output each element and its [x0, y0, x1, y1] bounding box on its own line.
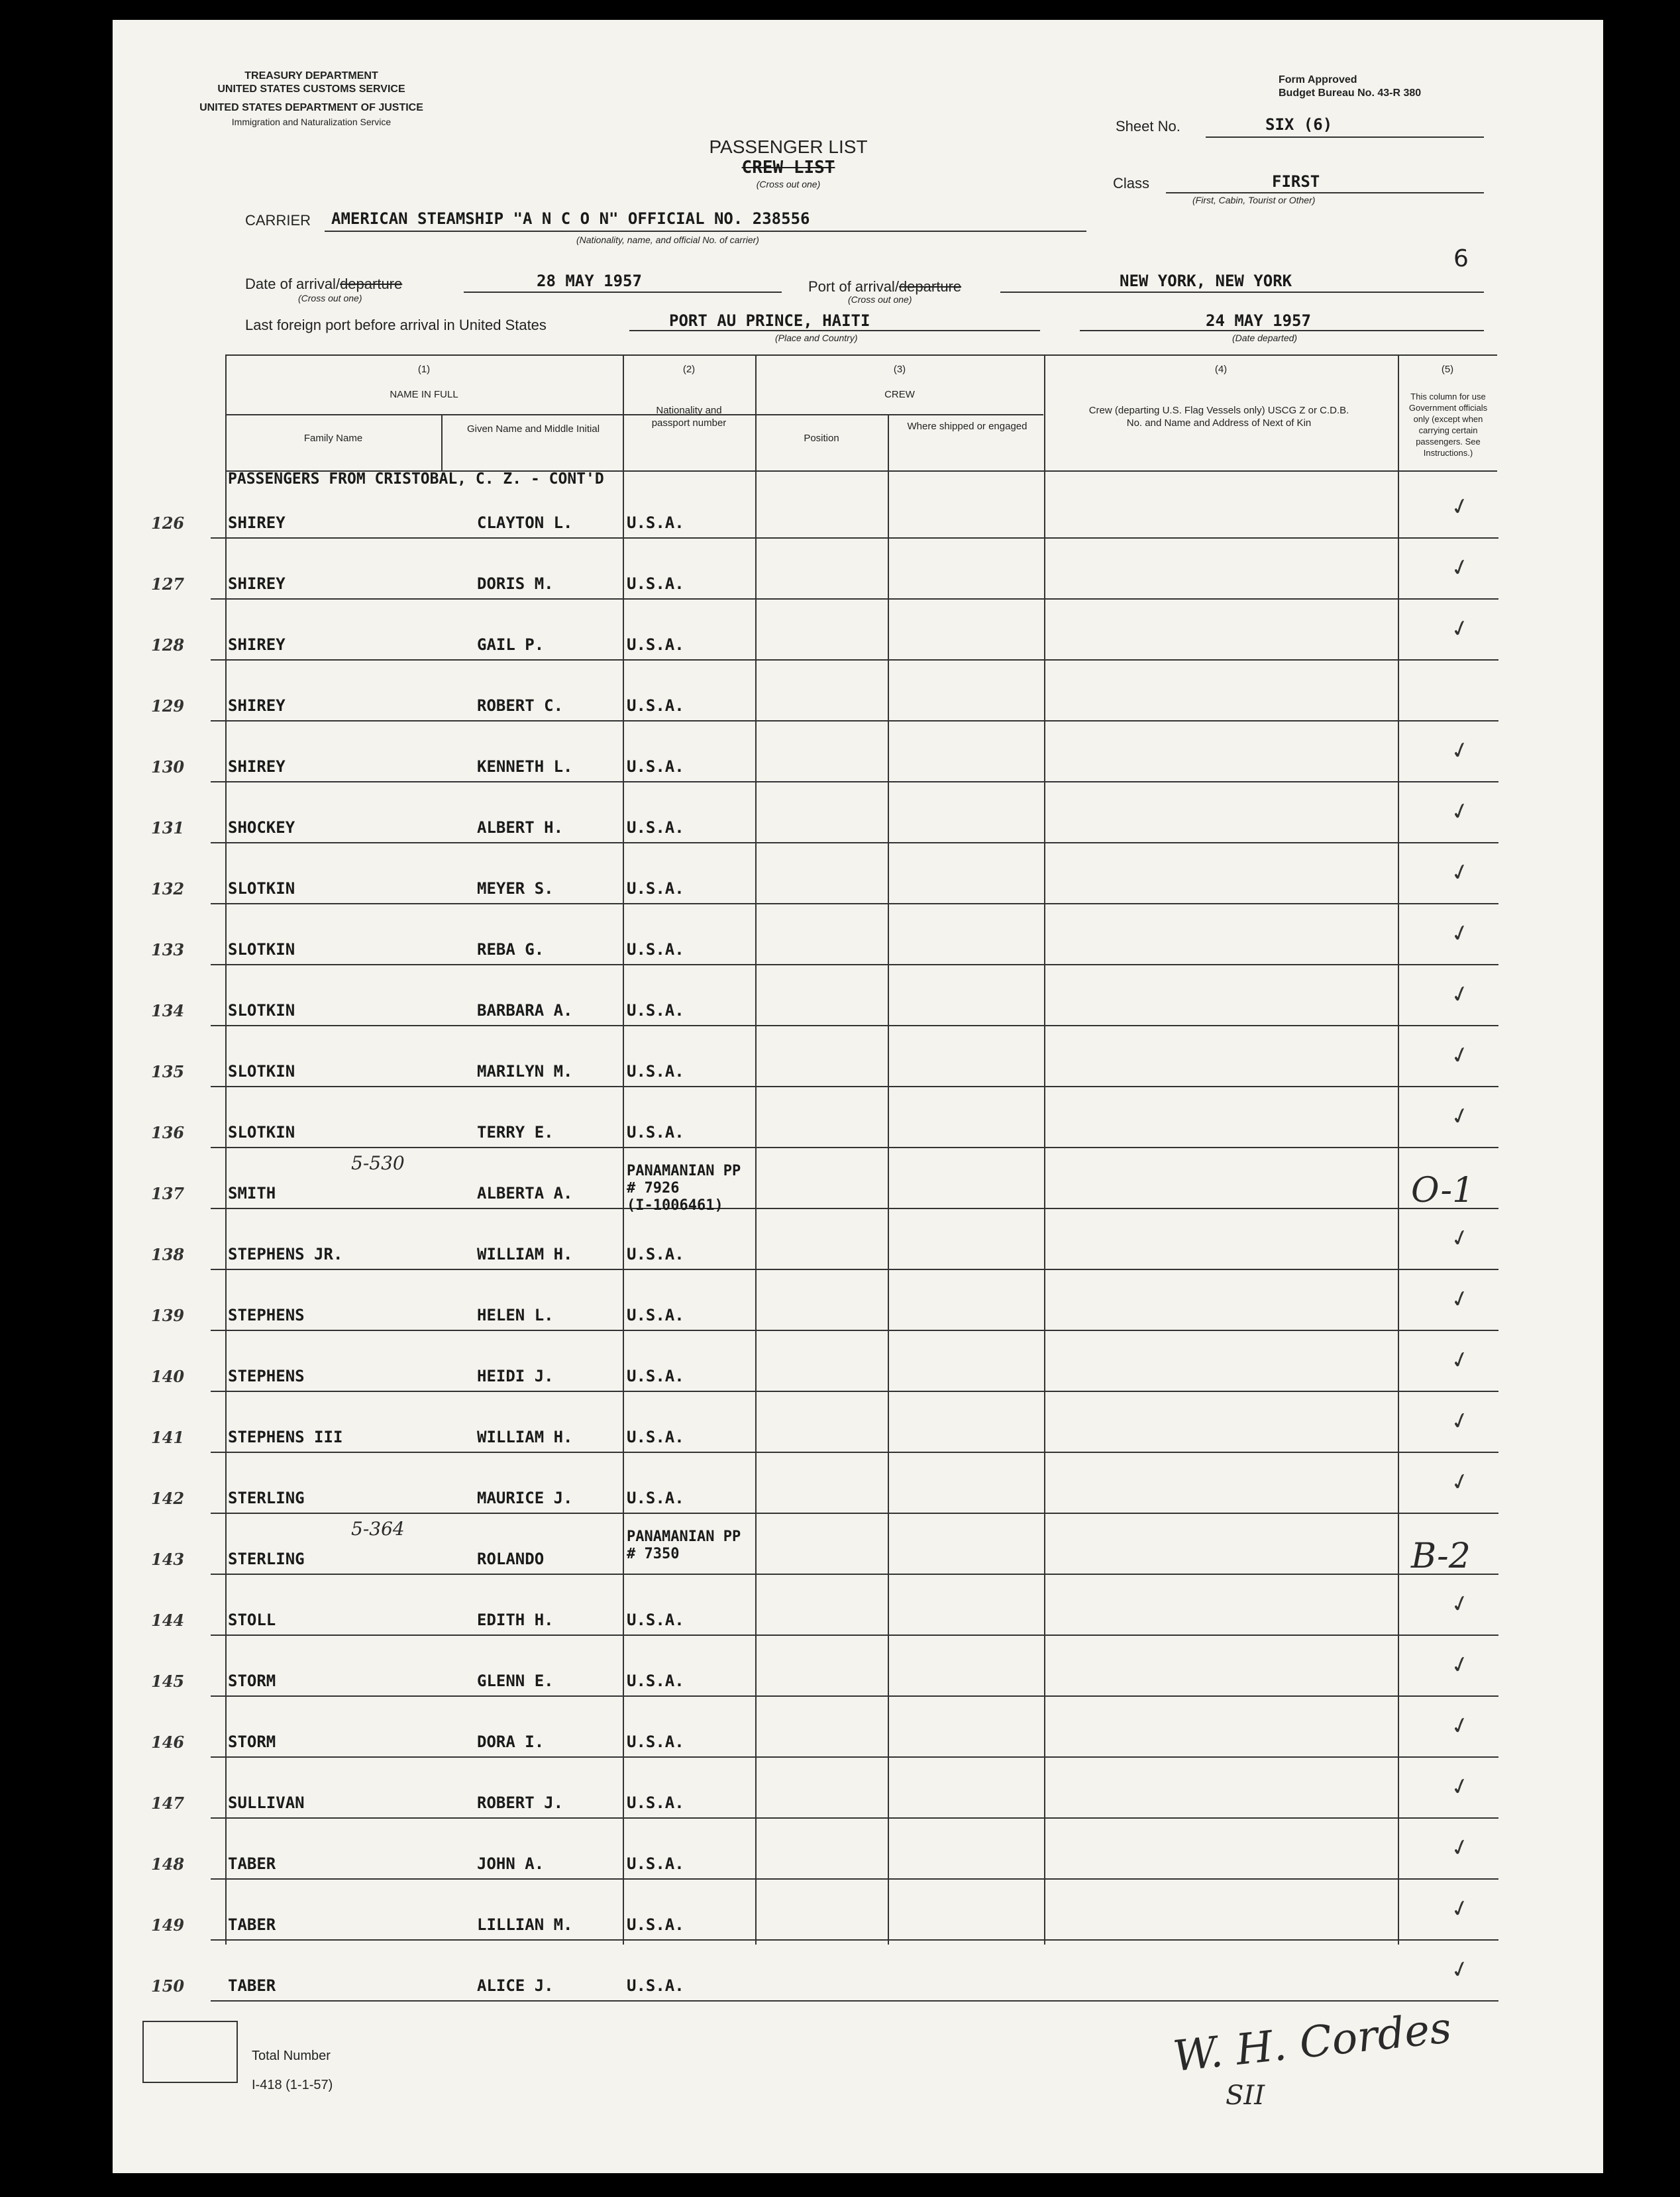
- nationality: U.S.A.: [627, 1611, 684, 1629]
- nationality: U.S.A.: [627, 1367, 684, 1385]
- given-name: DORA I.: [477, 1733, 545, 1751]
- family-name: TABER: [228, 1854, 276, 1873]
- class-note: (First, Cabin, Tourist or Other): [1192, 195, 1316, 205]
- official-check-mark: ✓: [1447, 735, 1473, 767]
- nationality: U.S.A.: [627, 1001, 684, 1020]
- nationality: U.S.A.: [627, 1794, 684, 1812]
- given-name: JOHN A.: [477, 1854, 545, 1873]
- nationality: U.S.A.: [627, 1672, 684, 1690]
- signature-sub: SII: [1226, 2080, 1265, 2111]
- family-name: SULLIVAN: [228, 1794, 305, 1812]
- last-port-label: Last foreign port before arrival in United States: [245, 317, 547, 333]
- given-name: EDITH H.: [477, 1611, 554, 1629]
- last-port-value: PORT AU PRINCE, HAITI: [669, 311, 870, 330]
- family-name: SHIREY: [228, 513, 286, 532]
- row-number: 138: [151, 1245, 185, 1264]
- given-name: ALBERTA A.: [477, 1184, 573, 1203]
- passport-number: # 7350: [627, 1546, 680, 1562]
- family-name: SHIREY: [228, 635, 286, 654]
- official-check-mark: ✓: [1447, 1222, 1473, 1254]
- family-name: SLOTKIN: [228, 940, 295, 959]
- given-name: BARBARA A.: [477, 1001, 573, 1020]
- row-number: 126: [151, 513, 185, 533]
- official-check-mark: ✓: [1447, 1710, 1473, 1742]
- family-name: SLOTKIN: [228, 1062, 295, 1081]
- official-check-mark: ✓: [1447, 552, 1473, 584]
- page-title: PASSENGER LIST: [709, 136, 868, 157]
- nationality: U.S.A.: [627, 1062, 684, 1081]
- given-name: CLAYTON L.: [477, 513, 573, 532]
- col5-number: (5): [1441, 364, 1454, 375]
- row-number: 148: [151, 1854, 185, 1874]
- official-check-mark: ✓: [1447, 1040, 1473, 1071]
- col-position: Position: [804, 433, 839, 444]
- family-name: SHIREY: [228, 696, 286, 715]
- family-name: SLOTKIN: [228, 1123, 295, 1142]
- official-check-mark: ✓: [1447, 1771, 1473, 1803]
- row-number: 134: [151, 1001, 185, 1020]
- agency-line-3: UNITED STATES DEPARTMENT OF JUSTICE: [199, 102, 423, 113]
- official-check-mark: ✓: [1447, 1344, 1473, 1376]
- official-check-mark: ✓: [1447, 1283, 1473, 1315]
- col1-title: NAME IN FULL: [390, 389, 458, 400]
- date-departure-struck: departure: [340, 276, 403, 292]
- row-number: 147: [151, 1794, 185, 1813]
- family-name: STORM: [228, 1733, 276, 1751]
- family-name: SHIREY: [228, 757, 286, 776]
- row-number: 141: [151, 1428, 185, 1447]
- col-given-name: Given Name and Middle Initial: [466, 423, 600, 435]
- col3-number: (3): [893, 364, 906, 375]
- nationality: U.S.A.: [627, 1915, 684, 1934]
- given-name: MAURICE J.: [477, 1489, 573, 1507]
- nationality: U.S.A.: [627, 879, 684, 898]
- col2-title: Nationality and passport number: [651, 405, 727, 429]
- port-cross-note: (Cross out one): [848, 294, 912, 305]
- row-number: 142: [151, 1489, 185, 1508]
- carrier-label: CARRIER: [245, 212, 311, 229]
- family-name: TABER: [228, 1915, 276, 1934]
- nationality: U.S.A.: [627, 1306, 684, 1324]
- row-number: 127: [151, 574, 185, 594]
- given-name: MEYER S.: [477, 879, 554, 898]
- row-number: 130: [151, 757, 185, 777]
- nationality: U.S.A.: [627, 574, 684, 593]
- col4-number: (4): [1214, 364, 1228, 375]
- row-number: 133: [151, 940, 185, 959]
- port-arrival-text: Port of arrival/: [808, 278, 899, 295]
- agency-line-1: TREASURY DEPARTMENT: [244, 70, 378, 81]
- official-check-mark: ✓: [1447, 1405, 1473, 1437]
- nationality: U.S.A.: [627, 940, 684, 959]
- official-check-mark: ✓: [1447, 1649, 1473, 1681]
- given-name: TERRY E.: [477, 1123, 554, 1142]
- nationality: PANAMANIAN PP: [627, 1528, 741, 1545]
- nationality: U.S.A.: [627, 1123, 684, 1142]
- row-number: 135: [151, 1062, 185, 1081]
- form-number: I-418 (1-1-57): [252, 2078, 333, 2092]
- given-name: REBA G.: [477, 940, 545, 959]
- given-name: HEIDI J.: [477, 1367, 554, 1385]
- family-name: STERLING: [228, 1550, 305, 1568]
- document-page: [113, 20, 1603, 2173]
- family-name: STEPHENS III: [228, 1428, 343, 1446]
- nationality: U.S.A.: [627, 818, 684, 837]
- official-check-mark: ✓: [1447, 613, 1473, 645]
- handwritten-note: 5-364: [351, 1518, 405, 1540]
- date-departed-note: (Date departed): [1232, 333, 1298, 343]
- official-check-mark: ✓: [1447, 857, 1473, 888]
- crew-list-struck: CREW LIST: [741, 158, 835, 178]
- row-number: 150: [151, 1976, 185, 1996]
- family-name: SMITH: [228, 1184, 276, 1203]
- family-name: SLOTKIN: [228, 1001, 295, 1020]
- sheet-no-label: Sheet No.: [1116, 118, 1181, 134]
- nationality: U.S.A.: [627, 513, 684, 532]
- agency-line-2: UNITED STATES CUSTOMS SERVICE: [217, 83, 405, 95]
- carrier-note: (Nationality, name, and official No. of carrier): [576, 235, 759, 245]
- port-arrival-label: [808, 278, 961, 295]
- form-approved: Form Approved: [1279, 74, 1357, 85]
- date-cross-note: (Cross out one): [298, 293, 362, 303]
- alien-number: (I-1006461): [627, 1197, 723, 1214]
- given-name: LILLIAN M.: [477, 1915, 573, 1934]
- margin-number: 6: [1453, 245, 1469, 272]
- official-check-mark: ✓: [1447, 491, 1473, 523]
- col4-title: Crew (departing U.S. Flag Vessels only) USCG Z or C.D.B. No. and Name and Address of Next of Kin: [1088, 405, 1349, 429]
- row-number: 145: [151, 1672, 185, 1691]
- row-number: 146: [151, 1733, 185, 1752]
- official-check-mark: ✓: [1447, 1954, 1473, 1986]
- col2-number: (2): [682, 364, 696, 375]
- given-name: MARILYN M.: [477, 1062, 573, 1081]
- official-check-mark: ✓: [1447, 979, 1473, 1010]
- row-number: 137: [151, 1184, 185, 1203]
- col-family-name: Family Name: [303, 433, 363, 444]
- given-name: GLENN E.: [477, 1672, 554, 1690]
- given-name: WILLIAM H.: [477, 1428, 573, 1446]
- family-name: SLOTKIN: [228, 879, 295, 898]
- total-number-box: [142, 2021, 238, 2083]
- port-departure-struck: departure: [898, 278, 962, 295]
- official-code: B-2: [1411, 1536, 1471, 1576]
- class-value: FIRST: [1272, 172, 1320, 191]
- class-label: Class: [1113, 175, 1150, 191]
- official-check-mark: ✓: [1447, 1100, 1473, 1132]
- nationality: U.S.A.: [627, 1245, 684, 1263]
- family-name: SHIREY: [228, 574, 286, 593]
- nationality: U.S.A.: [627, 1489, 684, 1507]
- nationality: U.S.A.: [627, 757, 684, 776]
- official-check-mark: ✓: [1447, 1832, 1473, 1864]
- official-check-mark: ✓: [1447, 796, 1473, 828]
- passport-number: # 7926: [627, 1180, 680, 1197]
- given-name: KENNETH L.: [477, 757, 573, 776]
- sheet-no-value: SIX (6): [1265, 115, 1333, 134]
- official-check-mark: ✓: [1447, 1588, 1473, 1620]
- row-number: 139: [151, 1306, 185, 1325]
- row-number: 136: [151, 1123, 185, 1142]
- given-name: ROBERT J.: [477, 1794, 564, 1812]
- family-name: SHOCKEY: [228, 818, 295, 837]
- section-header: PASSENGERS FROM CRISTOBAL, C. Z. - CONT'D: [228, 470, 604, 488]
- date-departed-value: 24 MAY 1957: [1206, 311, 1311, 330]
- carrier-value: AMERICAN STEAMSHIP "A N C O N" OFFICIAL NO. 238556: [331, 209, 810, 228]
- date-arrival-value: 28 MAY 1957: [537, 272, 642, 290]
- family-name: STERLING: [228, 1489, 305, 1507]
- total-number-label: Total Number: [252, 2049, 331, 2063]
- port-arrival-value: NEW YORK, NEW YORK: [1120, 272, 1292, 290]
- row-number: 143: [151, 1550, 185, 1569]
- row-number: 128: [151, 635, 185, 655]
- nationality: U.S.A.: [627, 635, 684, 654]
- agency-line-4: Immigration and Naturalization Service: [231, 117, 392, 127]
- col-where-shipped: Where shipped or engaged: [907, 421, 1027, 432]
- official-check-mark: ✓: [1447, 918, 1473, 949]
- family-name: STORM: [228, 1672, 276, 1690]
- row-number: 132: [151, 879, 185, 898]
- given-name: WILLIAM H.: [477, 1245, 573, 1263]
- nationality: U.S.A.: [627, 1854, 684, 1873]
- row-number: 129: [151, 696, 185, 716]
- given-name: ROLANDO: [477, 1550, 545, 1568]
- signature: W. H. Cordes: [1171, 2004, 1454, 2082]
- family-name: STOLL: [228, 1611, 276, 1629]
- family-name: STEPHENS: [228, 1367, 305, 1385]
- given-name: ROBERT C.: [477, 696, 564, 715]
- date-arrival-label: [245, 276, 402, 293]
- handwritten-note: 5-530: [351, 1152, 405, 1174]
- nationality: U.S.A.: [627, 696, 684, 715]
- given-name: ALICE J.: [477, 1976, 554, 1995]
- given-name: DORIS M.: [477, 574, 554, 593]
- row-number: 140: [151, 1367, 185, 1386]
- last-port-note: (Place and Country): [775, 333, 858, 343]
- given-name: HELEN L.: [477, 1306, 554, 1324]
- nationality: U.S.A.: [627, 1428, 684, 1446]
- row-number: 149: [151, 1915, 185, 1935]
- official-check-mark: ✓: [1447, 1466, 1473, 1498]
- row-number: 131: [151, 818, 185, 837]
- row-number: 144: [151, 1611, 185, 1630]
- family-name: STEPHENS JR.: [228, 1245, 343, 1263]
- nationality: U.S.A.: [627, 1976, 684, 1995]
- given-name: ALBERT H.: [477, 818, 564, 837]
- family-name: STEPHENS: [228, 1306, 305, 1324]
- family-name: TABER: [228, 1976, 276, 1995]
- col5-title: This column for use Government officials only (except when carrying certain passengers. See Instructions.): [1408, 392, 1488, 458]
- nationality: U.S.A.: [627, 1733, 684, 1751]
- official-check-mark: ✓: [1447, 1893, 1473, 1925]
- col1-number: (1): [417, 364, 431, 375]
- nationality: PANAMANIAN PP: [627, 1163, 741, 1179]
- col3-title: CREW: [884, 389, 915, 400]
- given-name: GAIL P.: [477, 635, 545, 654]
- date-arrival-text: Date of arrival/: [245, 276, 341, 292]
- cross-out-note: (Cross out one): [756, 179, 821, 189]
- official-code: O-1: [1411, 1171, 1475, 1210]
- budget-bureau-number: Budget Bureau No. 43-R 380: [1279, 87, 1422, 99]
